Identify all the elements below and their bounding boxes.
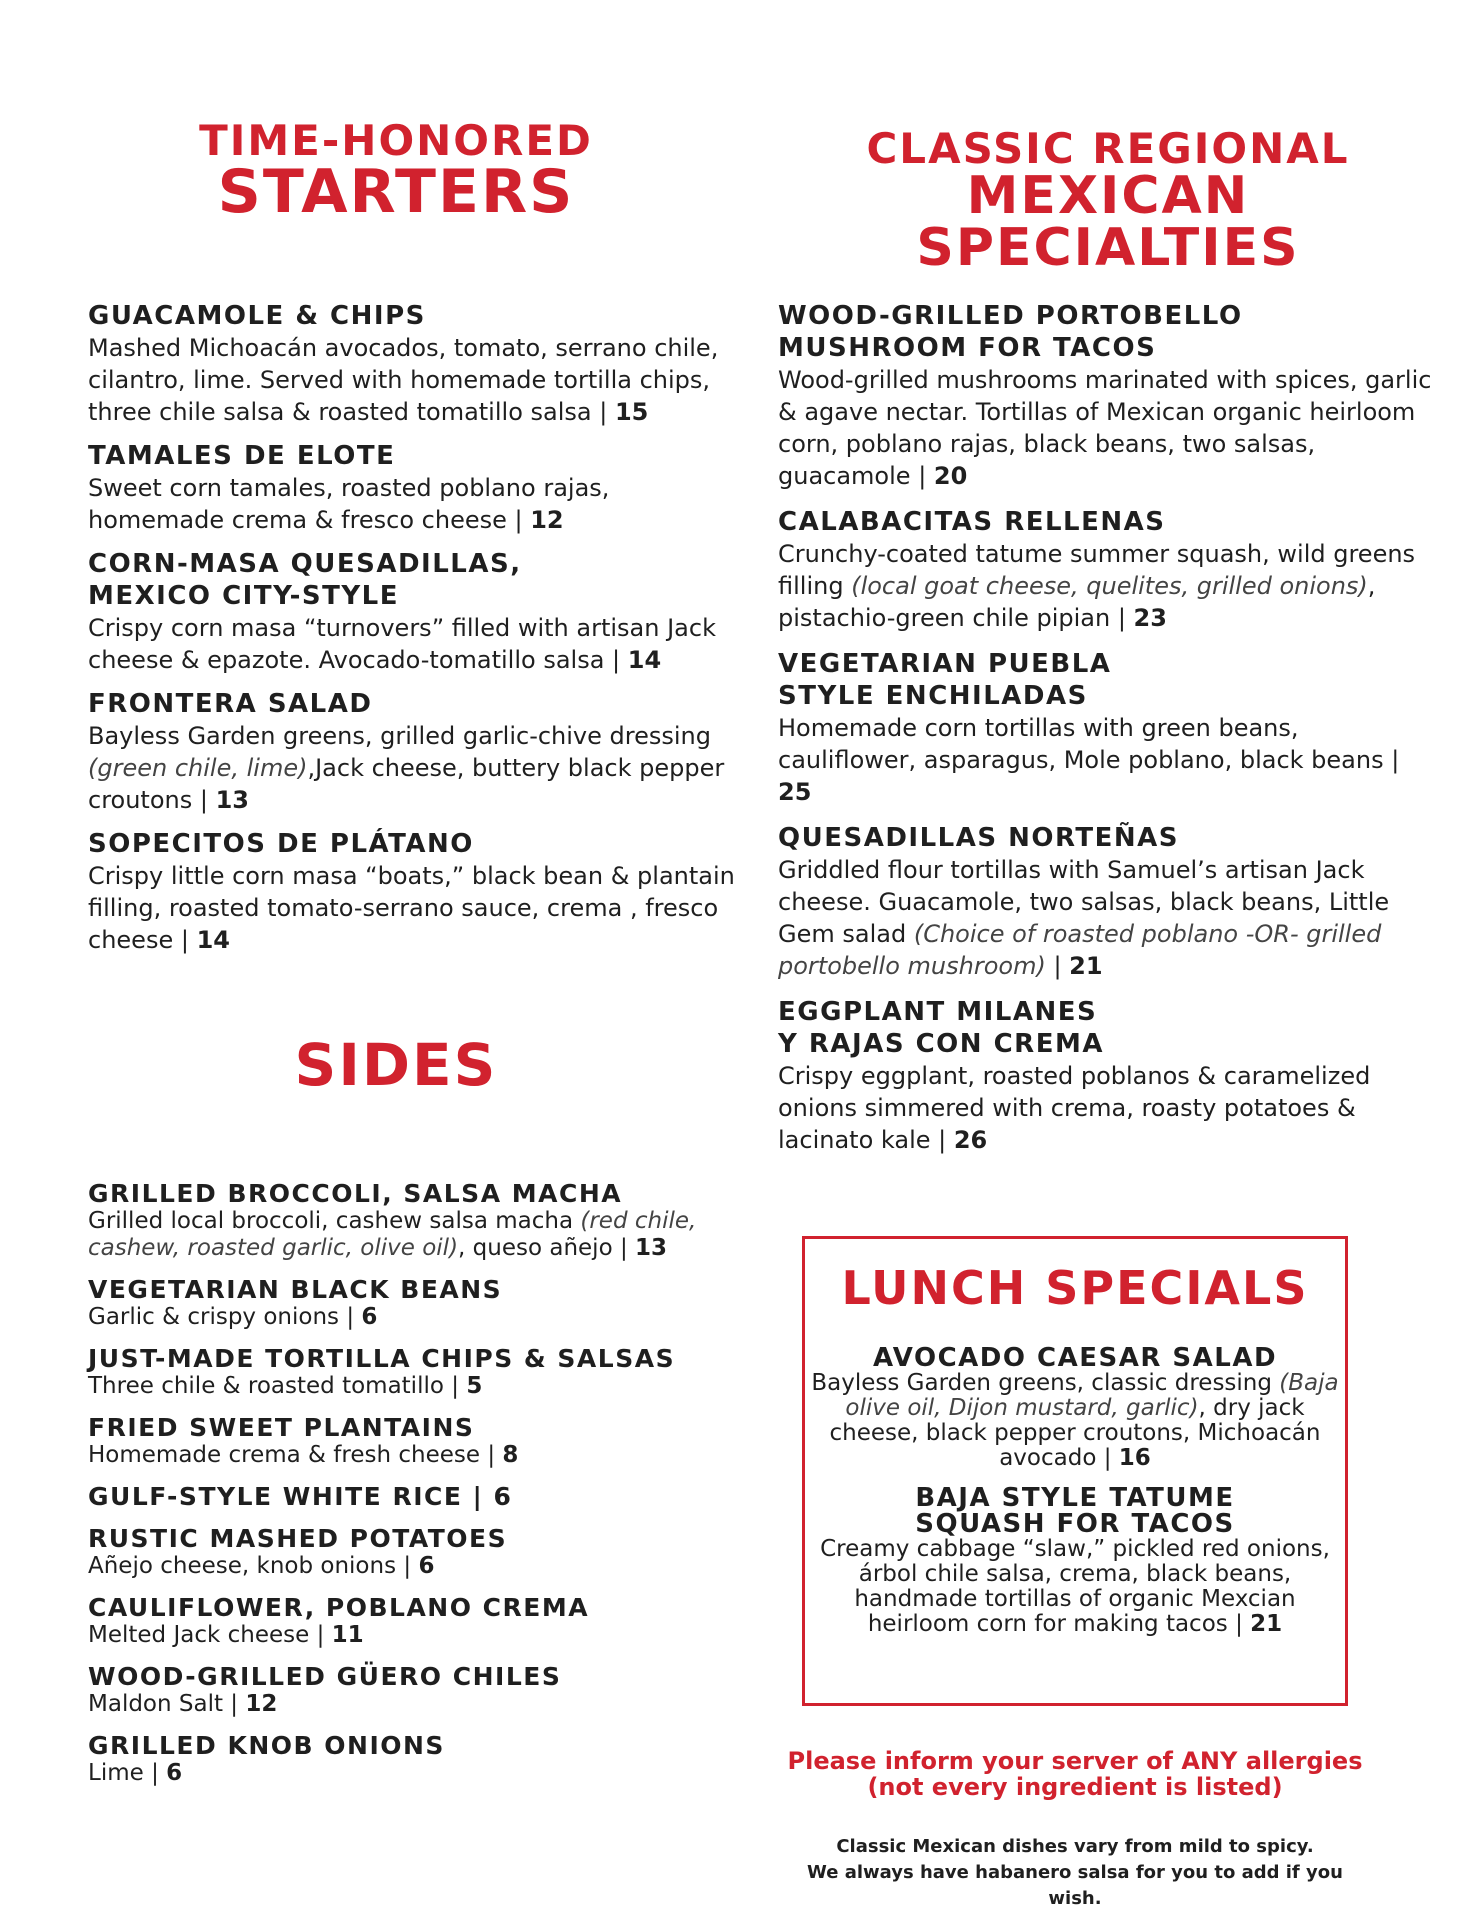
price: 13 xyxy=(635,1235,668,1261)
price-separator: | xyxy=(480,1442,503,1468)
lunch-item-name xyxy=(805,1345,1345,1371)
price-separator: | xyxy=(1383,746,1400,774)
starter-item-name xyxy=(88,300,748,332)
price: 5 xyxy=(466,1373,483,1399)
specialty-item-name-line: EGGPLANT MILANES xyxy=(778,997,1098,1027)
starter-item-name xyxy=(88,828,748,860)
starter-item-name-line: TAMALES DE ELOTE xyxy=(88,441,396,471)
price-separator: | xyxy=(612,1235,636,1261)
lunch-item-description xyxy=(805,1537,1345,1637)
price: 21 xyxy=(1069,952,1103,980)
description-text: Grilled local broccoli, cashew salsa macha xyxy=(88,1208,581,1234)
allergy-note-line2: (not every ingredient is listed) xyxy=(867,1773,1283,1801)
side-item-name: GRILLED KNOB ONIONS xyxy=(88,1731,445,1760)
description-text: Crispy eggplant, roasted poblanos & caramelized onions simmered with crema, roasty potatoes & lacinato kale xyxy=(778,1062,1371,1154)
description-text-after: , dry jack cheese, black pepper croutons, Michoacán avocado xyxy=(829,1395,1321,1471)
spicy-note-line1: Classic Mexican dishes vary from mild to spicy. xyxy=(836,1836,1314,1857)
specialty-item-name-line: MUSHROOM FOR TACOS xyxy=(778,333,1157,363)
description-text: Griddled flour tortillas with Samuel’s artisan Jack cheese. Guacamole, two salsas, black beans, Little Gem salad xyxy=(778,856,1390,948)
starter-item-description xyxy=(88,860,748,956)
specialty-item-description xyxy=(778,854,1438,982)
side-item-name: GRILLED BROCCOLI, SALSA MACHA xyxy=(88,1179,623,1208)
price: 6 xyxy=(361,1304,378,1330)
starter-item-description xyxy=(88,472,748,536)
price-separator: | xyxy=(396,1553,419,1579)
lunch-specials-list xyxy=(805,1345,1345,1637)
lunch-item-name-line: AVOCADO CAESAR SALAD xyxy=(872,1343,1278,1373)
description-text: Crispy little corn masa “boats,” black bean & plantain filling, roasted tomato-serrano sauce, crema , fresco cheese xyxy=(88,862,735,954)
price-separator: | xyxy=(143,1760,167,1786)
price: 6 xyxy=(166,1760,183,1786)
price-separator: | xyxy=(309,1622,332,1648)
side-menu-item xyxy=(88,1594,748,1649)
price: 14 xyxy=(196,926,230,954)
price-separator: | xyxy=(1045,952,1070,980)
description-text: Homemade corn tortillas with green beans, cauliflower, asparagus, Mole poblano, black beans xyxy=(778,714,1384,774)
specialty-menu-item xyxy=(778,996,1438,1156)
side-menu-item xyxy=(88,1414,748,1469)
specialty-item-description xyxy=(778,538,1438,634)
side-item-name: FRIED SWEET PLANTAINS xyxy=(88,1413,475,1442)
specialty-menu-item xyxy=(778,300,1438,492)
side-item-name: GULF-STYLE WHITE RICE | 6 xyxy=(88,1482,513,1511)
lunch-menu-item xyxy=(805,1485,1345,1637)
specialty-item-name xyxy=(778,996,1438,1060)
description-text-after: , pistachio-green chile pipian xyxy=(778,572,1376,632)
specialty-item-description xyxy=(778,1060,1438,1156)
starter-menu-item xyxy=(88,440,748,536)
description-text: Homemade crema & fresh cheese xyxy=(88,1442,481,1468)
side-item-description xyxy=(88,1553,748,1580)
description-italic-text: (Baja olive oil, Dijon mustard, garlic) xyxy=(845,1370,1339,1421)
description-text: Sweet corn tamales, roasted poblano rajas, homemade crema & fresco cheese xyxy=(88,474,610,534)
lunch-specials-heading: LUNCH SPECIALS xyxy=(841,1261,1309,1315)
specialty-item-name-line: QUESADILLAS NORTEÑAS xyxy=(778,823,1179,853)
starter-item-name-line: GUACAMOLE & CHIPS xyxy=(88,301,426,331)
description-italic-text: (green chile, lime) xyxy=(88,754,308,782)
price: 21 xyxy=(1250,1611,1283,1637)
side-item-description xyxy=(88,1691,748,1718)
price-separator: | xyxy=(443,1373,467,1399)
price: 12 xyxy=(245,1691,278,1717)
specialty-item-name-line: Y RAJAS CON CREMA xyxy=(778,1029,1104,1059)
specialties-heading-line1: CLASSIC REGIONAL xyxy=(866,124,1350,173)
description-text: Crunchy-coated tatume summer squash, wild greens filling xyxy=(778,540,1416,600)
side-menu-item xyxy=(88,1180,748,1262)
side-menu-item xyxy=(88,1345,748,1400)
description-text: Melted Jack cheese xyxy=(88,1622,310,1648)
specialty-item-description xyxy=(778,712,1438,808)
starter-menu-item xyxy=(88,688,748,816)
description-text-after: , queso añejo xyxy=(458,1235,613,1261)
price-separator: | xyxy=(930,1126,954,1154)
side-item-description xyxy=(88,1304,748,1331)
description-text: Bayless Garden greens, classic dressing xyxy=(811,1370,1280,1396)
description-text: Mashed Michoacán avocados, tomato, serrano chile, cilantro, lime. Served with homemade tortilla chips, three chile salsa & roasted tomatillo salsa xyxy=(88,334,719,426)
description-italic-text: (local goat cheese, quelites, grilled onions) xyxy=(851,572,1368,600)
starter-item-name-line: SOPECITOS DE PLÁTANO xyxy=(88,829,474,859)
price: 26 xyxy=(953,1126,988,1154)
price-separator: | xyxy=(918,462,934,490)
lunch-item-description xyxy=(805,1371,1345,1471)
side-menu-item xyxy=(88,1732,748,1787)
description-text: Bayless Garden greens, grilled garlic-chive dressing xyxy=(88,722,711,750)
starter-item-name xyxy=(88,548,748,612)
price: 16 xyxy=(1118,1445,1151,1471)
side-menu-item xyxy=(88,1525,748,1580)
price: 12 xyxy=(530,506,564,534)
specialty-item-name xyxy=(778,822,1438,854)
spicy-note xyxy=(778,1834,1372,1912)
description-text: Creamy cabbage “slaw,” pickled red onions, árbol chile salsa, crema, black beans, handmade tortillas of organic Mexcian heirloom corn for making tacos xyxy=(820,1536,1330,1637)
specialties-heading-line3: SPECIALTIES xyxy=(916,218,1300,278)
allergy-note-line1: Please inform your server of ANY allergies xyxy=(787,1747,1363,1775)
sides-heading: SIDES xyxy=(294,1031,498,1099)
starter-item-description xyxy=(88,720,748,816)
lunch-item-name-line: SQUASH FOR TACOS xyxy=(915,1509,1235,1539)
side-item-name: CAULIFLOWER, POBLANO CREMA xyxy=(88,1593,590,1622)
specialty-menu-item xyxy=(778,506,1438,634)
description-text: Añejo cheese, knob onions xyxy=(88,1553,397,1579)
description-italic-text: (red chile, cashew, roasted garlic, olive oil) xyxy=(88,1208,697,1261)
price: 8 xyxy=(502,1442,519,1468)
specialties-list xyxy=(778,300,1438,1170)
description-text: Lime xyxy=(88,1760,144,1786)
side-item-description xyxy=(88,1442,748,1469)
starter-item-description xyxy=(88,612,748,676)
description-text: Wood-grilled mushrooms marinated with spices, garlic & agave nectar. Tortillas of Mexican organic heirloom corn, poblano rajas, black beans, two salsas, guacamole xyxy=(778,366,1432,490)
price-separator: | xyxy=(192,786,216,814)
starter-menu-item xyxy=(88,548,748,676)
specialty-item-name xyxy=(778,648,1438,712)
description-text-after: ,Jack cheese, buttery black pepper croutons xyxy=(88,754,725,814)
starters-heading-line2: STARTERS xyxy=(217,157,575,227)
price: 23 xyxy=(1133,604,1167,632)
side-item-name: RUSTIC MASHED POTATOES xyxy=(88,1524,508,1553)
description-text: Maldon Salt xyxy=(88,1691,223,1717)
side-menu-item xyxy=(88,1276,748,1331)
lunch-specials-box xyxy=(802,1236,1348,1706)
price: 6 xyxy=(418,1553,435,1579)
starters-heading xyxy=(88,116,704,227)
price: 11 xyxy=(331,1622,364,1648)
price: 14 xyxy=(627,646,662,674)
lunch-item-name-line: BAJA STYLE TATUME xyxy=(915,1483,1235,1513)
side-item-name: VEGETARIAN BLACK BEANS xyxy=(88,1275,503,1304)
specialty-item-name-line: CALABACITAS RELLENAS xyxy=(778,507,1166,537)
specialty-item-name xyxy=(778,506,1438,538)
description-text: Three chile & roasted tomatillo xyxy=(88,1373,444,1399)
side-menu-item xyxy=(88,1663,748,1718)
specialty-item-name-line: WOOD-GRILLED PORTOBELLO xyxy=(778,301,1243,331)
description-text: Crispy corn masa “turnovers” filled with artisan Jack cheese & epazote. Avocado-tomatillo salsa xyxy=(88,614,716,674)
description-italic-text: (Choice of roasted poblano -OR- grilled portobello mushroom) xyxy=(778,920,1382,980)
specialty-item-description xyxy=(778,364,1438,492)
side-item-name: WOOD-GRILLED GÜERO CHILES xyxy=(88,1662,562,1691)
price-separator: | xyxy=(173,926,197,954)
price: 25 xyxy=(778,778,812,806)
price-separator: | xyxy=(339,1304,362,1330)
price-separator: | xyxy=(1227,1611,1251,1637)
starter-item-name xyxy=(88,688,748,720)
price-separator: | xyxy=(591,398,615,426)
starter-item-name-line: MEXICO CITY-STYLE xyxy=(88,581,399,611)
side-menu-item xyxy=(88,1483,748,1511)
specialty-menu-item xyxy=(778,822,1438,982)
starter-menu-item xyxy=(88,828,748,956)
starter-menu-item xyxy=(88,300,748,428)
specialty-item-name-line: VEGETARIAN PUEBLA xyxy=(778,649,1112,679)
price-separator: | xyxy=(1096,1445,1119,1471)
price-separator: | xyxy=(1110,604,1134,632)
side-item-description xyxy=(88,1622,748,1649)
price: 15 xyxy=(614,398,649,426)
description-text: Garlic & crispy onions xyxy=(88,1304,340,1330)
spicy-note-line2: We always have habanero salsa for you to add if you wish. xyxy=(807,1862,1343,1909)
price-separator: | xyxy=(506,506,531,534)
side-item-name: JUST-MADE TORTILLA CHIPS & SALSAS xyxy=(88,1344,676,1373)
price-separator: | xyxy=(604,646,628,674)
lunch-menu-item xyxy=(805,1345,1345,1471)
side-item-description xyxy=(88,1208,748,1262)
price: 13 xyxy=(215,786,249,814)
specialties-heading xyxy=(778,124,1438,278)
starter-item-name-line: FRONTERA SALAD xyxy=(88,689,373,719)
side-item-description xyxy=(88,1760,748,1787)
starter-item-description xyxy=(88,332,748,428)
specialty-item-name-line: STYLE ENCHILADAS xyxy=(778,681,1088,711)
starters-list xyxy=(88,300,748,968)
allergy-note xyxy=(778,1748,1372,1800)
price-separator: | xyxy=(223,1691,246,1717)
lunch-item-name xyxy=(805,1485,1345,1537)
sides-list xyxy=(88,1180,748,1801)
starter-item-name xyxy=(88,440,748,472)
specialties-heading-line2: MEXICAN xyxy=(966,166,1250,226)
specialty-menu-item xyxy=(778,648,1438,808)
side-item-description xyxy=(88,1373,748,1400)
starter-item-name-line: CORN-MASA QUESADILLAS, xyxy=(88,549,522,579)
starters-heading-line1: TIME-HONORED xyxy=(199,116,593,165)
specialty-item-name xyxy=(778,300,1438,364)
price: 20 xyxy=(933,462,968,490)
